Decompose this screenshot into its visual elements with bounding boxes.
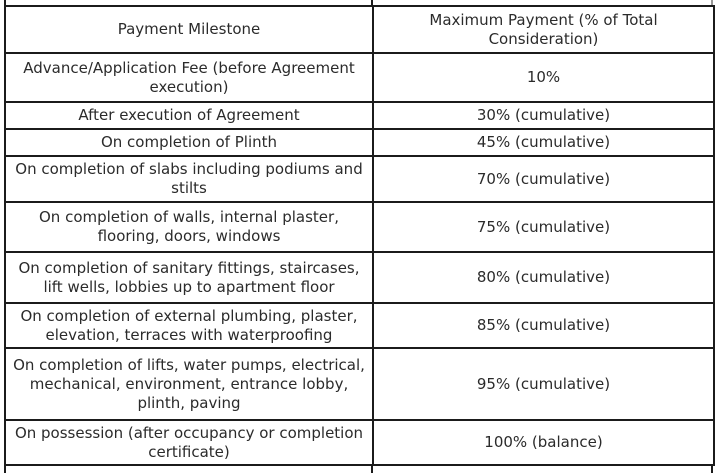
- header-cell-milestone: Payment Milestone: [5, 6, 373, 53]
- milestone-cell: On completion of walls, internal plaster, flooring, doors, windows: [5, 202, 373, 252]
- milestone-cell: On completion of slabs including podiums and stilts: [5, 156, 373, 202]
- payment-cell: 10%: [373, 53, 714, 102]
- cropped-row-below-column-divider: [371, 464, 373, 473]
- table-row: [5, 348, 714, 420]
- milestone-cell: On completion of lifts, water pumps, electrical, mechanical, environment, entrance lobby, plinth, paving: [5, 348, 373, 420]
- payment-cell: 80% (cumulative): [373, 252, 714, 303]
- payment-cell: 30% (cumulative): [373, 102, 714, 129]
- table-header-row: [5, 6, 714, 53]
- table-row: [5, 202, 714, 252]
- table-row: [5, 252, 714, 303]
- table-row: [5, 129, 714, 156]
- table-row: [5, 102, 714, 129]
- payment-cell: 75% (cumulative): [373, 202, 714, 252]
- payment-cell: 95% (cumulative): [373, 348, 714, 420]
- table-row: [5, 53, 714, 102]
- milestone-cell: Advance/Application Fee (before Agreement execution): [5, 53, 373, 102]
- milestone-cell: On possession (after occupancy or completion certificate): [5, 420, 373, 465]
- payment-cell: 45% (cumulative): [373, 129, 714, 156]
- payment-cell: 85% (cumulative): [373, 303, 714, 348]
- cropped-row-below-left-border: [4, 464, 6, 473]
- cropped-row-below-right-border: [711, 464, 713, 473]
- table-row: [5, 303, 714, 348]
- payment-cell: 100% (balance): [373, 420, 714, 465]
- milestone-cell: On completion of Plinth: [5, 129, 373, 156]
- table-row: [5, 420, 714, 465]
- milestone-cell: After execution of Agreement: [5, 102, 373, 129]
- milestone-cell: On completion of external plumbing, plaster, elevation, terraces with waterproofing: [5, 303, 373, 348]
- payment-milestone-table: [4, 5, 715, 466]
- milestone-cell: On completion of sanitary fittings, staircases, lift wells, lobbies up to apartment floor: [5, 252, 373, 303]
- header-cell-payment: Maximum Payment (% of Total Consideration): [373, 6, 714, 53]
- table-row: [5, 156, 714, 202]
- payment-cell: 70% (cumulative): [373, 156, 714, 202]
